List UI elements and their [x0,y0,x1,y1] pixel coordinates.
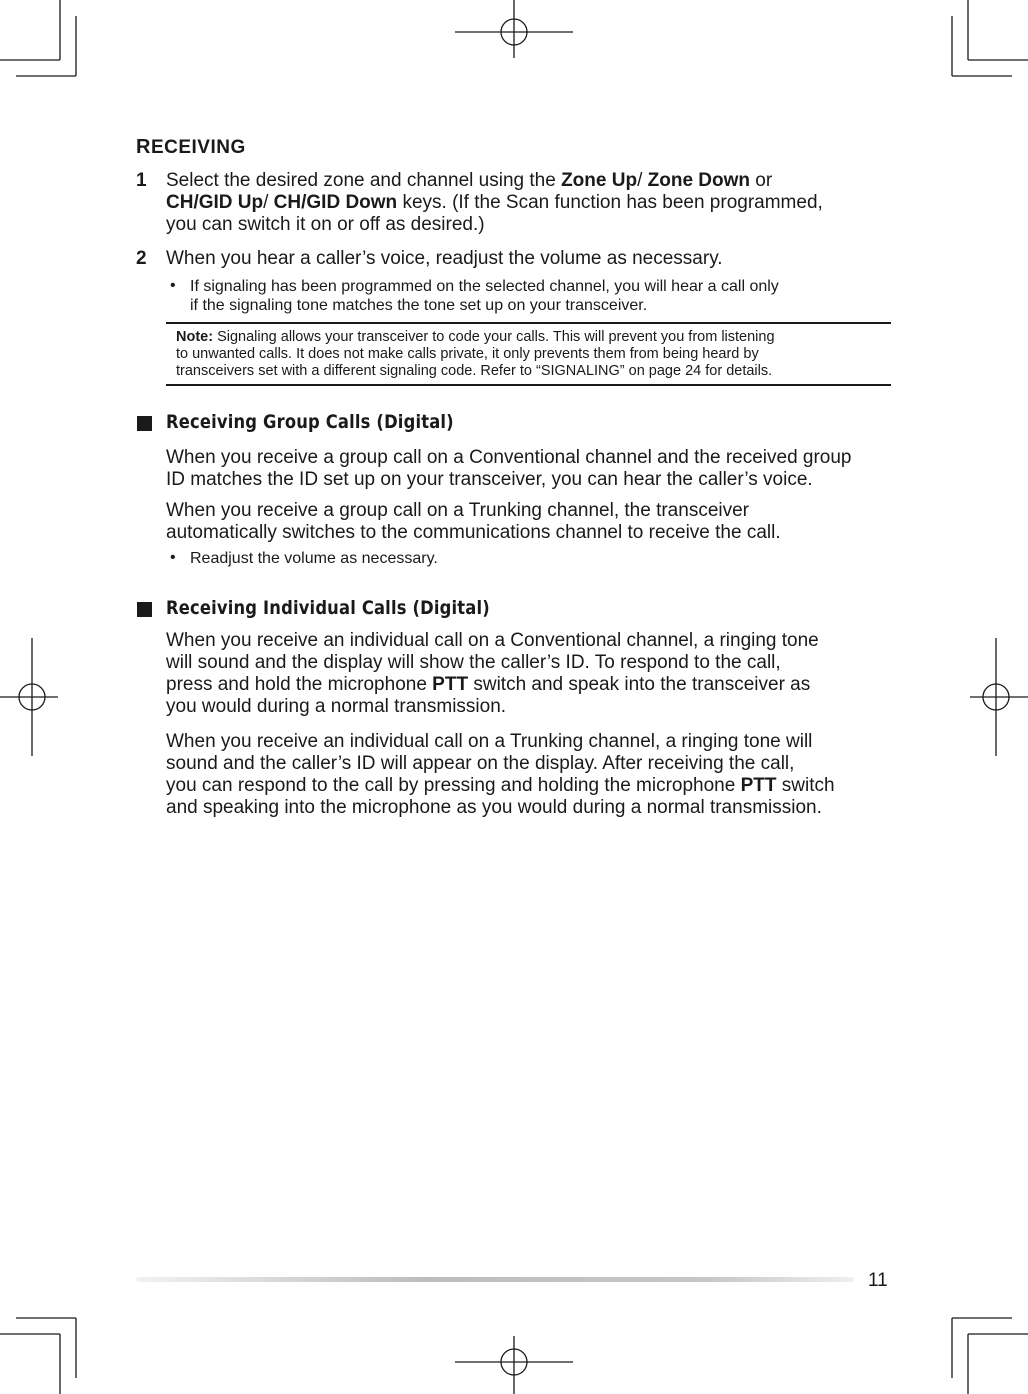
ch-gid-down-key: CH/GID Down [273,192,398,213]
group-para-2 [166,500,781,544]
individual-para-1-text-a: press and hold the microphone [166,674,433,695]
individual-para-1-line-1: When you receive an individual call on a Conventional channel, a ringing tone [166,630,819,651]
step-1-text-sep: / [263,192,274,213]
step-1-text-e: or [750,170,773,191]
individual-para-2-text-c: switch [776,775,835,796]
note-text-1: Signaling allows your transceiver to code your calls. This will prevent you from listening [213,329,775,345]
individual-para-1 [166,630,819,718]
individual-para-1-text-c: switch and speak into the transceiver as [468,674,811,695]
note-box [166,322,891,386]
step-1-text-c: / [637,170,648,191]
step-1-text-a: Select the desired zone and channel using the [166,170,562,191]
ptt-switch-label: PTT [740,775,777,796]
signaling-bullet-line-2: if the signaling tone matches the tone set up on your transceiver. [190,297,648,314]
section-square-icon [137,416,152,431]
step-1-number: 1 [136,170,147,191]
individual-para-2-line-2: sound and the caller’s ID will appear on the display. After receiving the call, [166,753,795,774]
footer-rule [136,1277,854,1282]
group-calls-heading: Receiving Group Calls (Digital) [166,411,454,433]
group-para-1 [166,447,852,491]
signaling-bullet-line-1: If signaling has been programmed on the selected channel, you will hear a call only [190,278,779,295]
group-para-2-line-2: automatically switches to the communications channel to receive the call. [166,522,781,543]
individual-para-1-line-3 [166,674,819,696]
note-line-2: to unwanted calls. It does not make calls private, it only prevents them from being heard by [176,346,759,362]
individual-calls-heading: Receiving Individual Calls (Digital) [166,597,490,619]
signaling-bullet [190,277,779,315]
note-line-3: transceivers set with a different signaling code. Refer to “SIGNALING” on page 24 for details. [176,363,773,379]
bullet-dot: • [170,277,176,294]
zone-down-key: Zone Down [647,170,751,191]
page-number: 11 [868,1270,888,1291]
section-square-icon [137,602,152,617]
group-para-1-line-2: ID matches the ID set up on your transceiver, you can hear the caller’s voice. [166,469,813,490]
group-para-1-line-1: When you receive a group call on a Conventional channel and the received group [166,447,852,468]
individual-para-2-line-4: and speaking into the microphone as you would during a normal transmission. [166,797,822,818]
step-1-line-1 [166,170,823,192]
individual-para-2 [166,731,835,819]
ch-gid-up-key: CH/GID Up [166,192,264,213]
step-1-text-keys: keys. (If the Scan function has been programmed, [397,192,823,213]
individual-para-2-line-3 [166,775,835,797]
group-bullet: Readjust the volume as necessary. [190,550,438,567]
section-title [136,136,246,159]
step-2-number: 2 [136,248,147,269]
note-line-1 [176,329,891,346]
group-para-2-line-1: When you receive a group call on a Trunking channel, the transceiver [166,500,749,521]
individual-para-1-line-4: you would during a normal transmission. [166,696,507,717]
individual-para-2-line-1: When you receive an individual call on a Trunking channel, a ringing tone will [166,731,813,752]
zone-up-key: Zone Up [561,170,638,191]
section-title-rest: ECEIVING [150,137,246,158]
step-1-text [166,170,823,236]
section-title-initial: R [136,136,151,158]
step-1-line-2 [166,192,823,214]
note-label: Note: [176,329,214,345]
individual-para-2-text-a: you can respond to the call by pressing and holding the microphone [166,775,741,796]
individual-para-1-line-2: will sound and the display will show the caller’s ID. To respond to the call, [166,652,781,673]
step-2-text: When you hear a caller’s voice, readjust the volume as necessary. [166,248,723,269]
step-1-line-3: you can switch it on or off as desired.) [166,214,485,235]
ptt-switch-label: PTT [432,674,469,695]
bullet-dot: • [170,549,176,566]
